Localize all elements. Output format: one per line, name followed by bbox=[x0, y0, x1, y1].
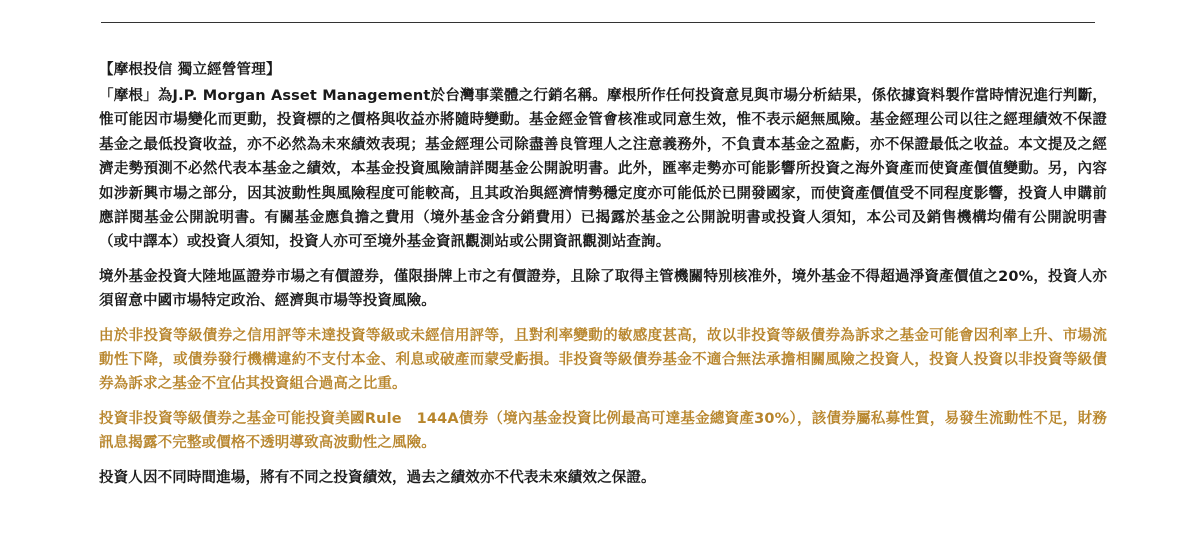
disclaimer-heading: 【摩根投信 獨立經營管理】 bbox=[99, 62, 281, 78]
top-divider bbox=[101, 22, 1095, 23]
disclaimer-paragraph-general: 「摩根」為J.P. Morgan Asset Management於台灣事業體之行銷名稱。摩根所作任何投資意見與市場分析結果，係依據資料製作當時情況進行判斷，惟可能因市場變化而更動，投資標的之價格與收益亦將隨時變動。基金經金管會核准或同意生效，惟不表示絕無風險。基金經理公司以往之經理績效不保證基金之最低投資收益，亦不必然為未來績效表現；基金經理公司除盡善良管理人之注意義務外，不負責本基金之盈虧，亦不保證最低之收益。本文提及之經濟走勢預測不必然代表本基金之績效，本基金投資風險請詳閱基金公開說明書。此外，匯率走勢亦可能影響所投資之海外資產而使資產價值變動。另，內容如涉新興市場之部分，因其波動性與風險程度可能較高，且其政治與經濟情勢穩定度亦可能低於已開發國家，而使資產價值受不同程度影響，投資人申購前應詳閱基金公開說明書。有關基金應負擔之費用（境外基金含分銷費用）已揭露於基金之公開說明書或投資人須知，本公司及銷售機構均備有公開說明書（或中譯本）或投資人須知，投資人亦可至境外基金資訊觀測站或公開資訊觀測站查詢。 bbox=[99, 88, 1107, 251]
disclaimer-paragraph-high-yield: 由於非投資等級債券之信用評等未達投資等級或未經信用評等，且對利率變動的敏感度甚高，故以非投資等級債券為訴求之基金可能會因利率上升、市場流動性下降，或債券發行機構違約不支付本金、利息或破產而蒙受虧損。非投資等級債券基金不適合無法承擔相關風險之投資人，投資人投資以非投資等級債券為訴求之基金不宜佔其投資組合過高之比重。 bbox=[99, 327, 1107, 393]
disclaimer-paragraph-china-market: 境外基金投資大陸地區證券市場之有價證券，僅限掛牌上市之有價證券，且除了取得主管機關特別核准外，境外基金不得超過淨資產價值之20%，投資人亦須留意中國市場特定政治、經濟與市場等投資風險。 bbox=[99, 268, 1107, 310]
disclaimer-paragraph-rule-144a: 投資非投資等級債券之基金可能投資美國Rule 144A債券（境內基金投資比例最高可達基金總資產30%），該債券屬私募性質，易發生流動性不足，財務訊息揭露不完整或價格不透明導致高波動性之風險。 bbox=[99, 410, 1107, 452]
disclaimer-paragraph-performance: 投資人因不同時間進場，將有不同之投資績效，過去之績效亦不代表未來績效之保證。 bbox=[99, 469, 656, 486]
disclaimer-section bbox=[99, 58, 1107, 490]
